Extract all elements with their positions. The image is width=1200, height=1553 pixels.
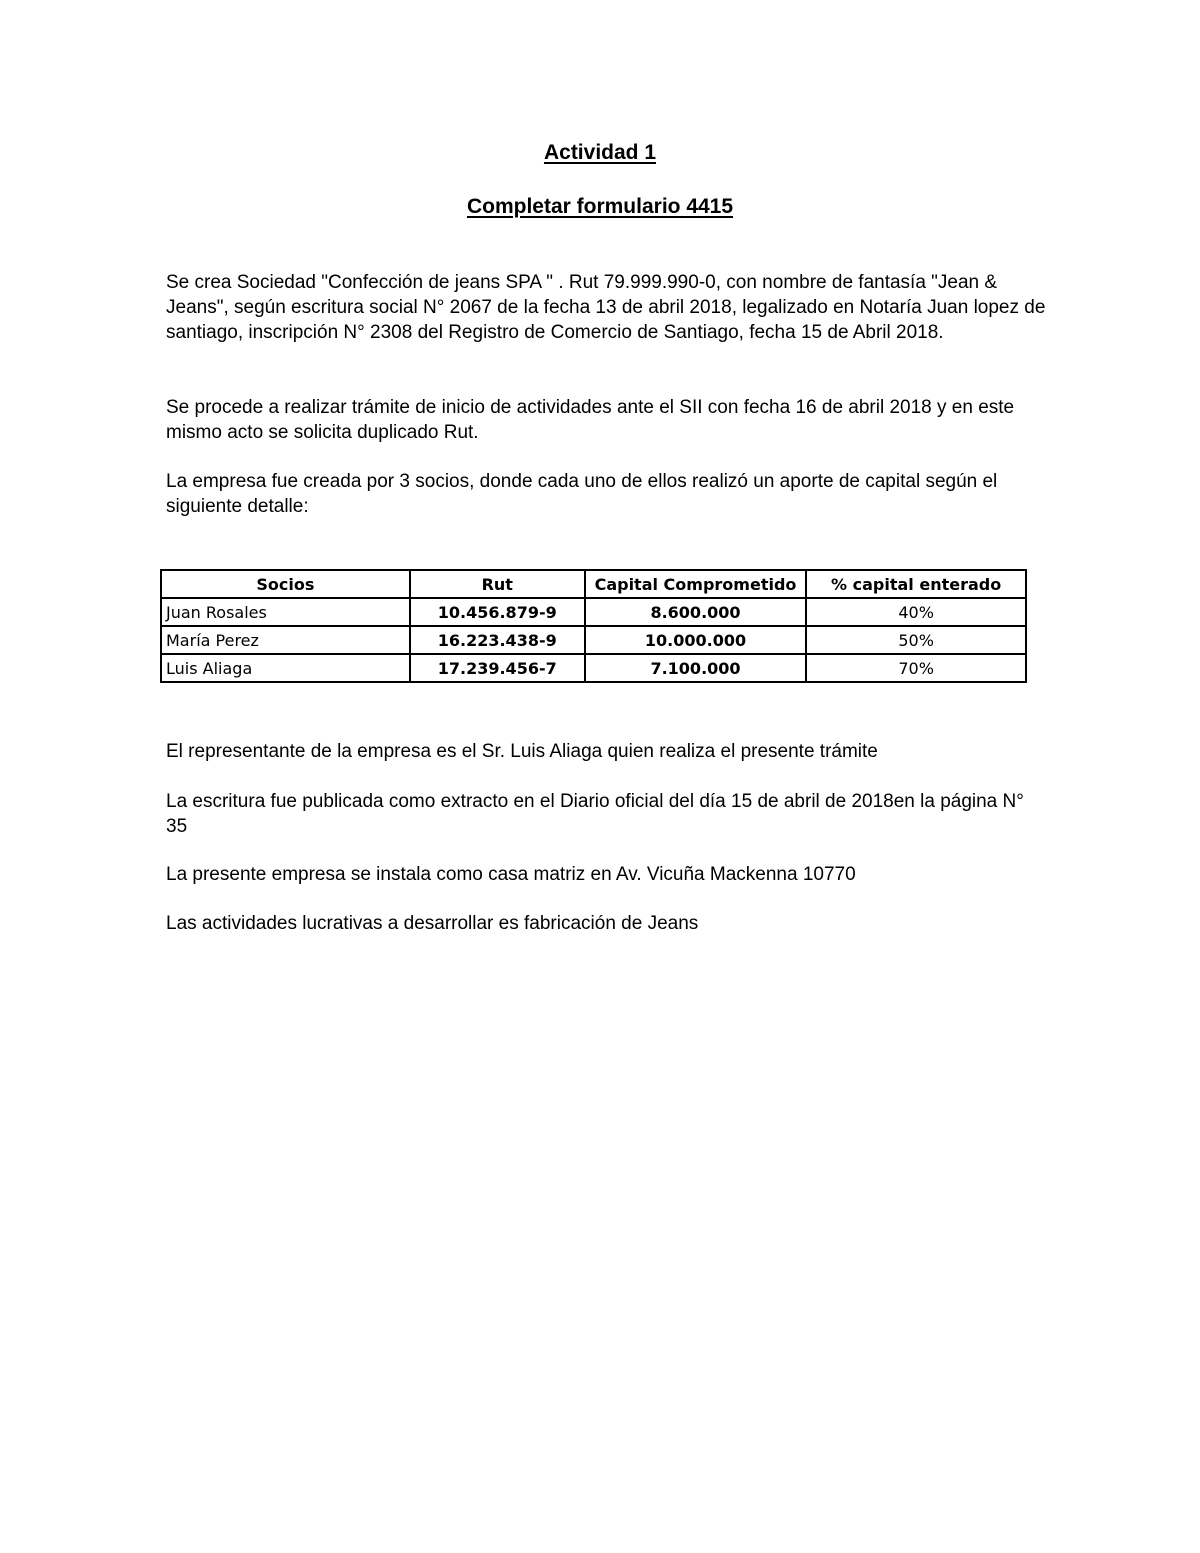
cell-pct: 70% bbox=[806, 654, 1026, 682]
paragraph-publication: La escritura fue publicada como extracto en el Diario oficial del día 15 de abril de 2018en la página N° 35 bbox=[166, 791, 1024, 837]
paragraph-partners-intro: La empresa fue creada por 3 socios, donde cada uno de ellos realizó un aporte de capital según el siguiente detalle: bbox=[166, 471, 998, 517]
cell-pct: 40% bbox=[806, 598, 1026, 626]
cell-pct: 50% bbox=[806, 626, 1026, 654]
cell-rut: 10.456.879-9 bbox=[410, 598, 585, 626]
partners-table bbox=[160, 569, 1027, 683]
header-rut: Rut bbox=[410, 570, 585, 598]
document-title: Actividad 1 bbox=[543, 141, 657, 164]
paragraph-representative: El representante de la empresa es el Sr. Luis Aliaga quien realiza el presente trámite bbox=[166, 741, 878, 762]
header-capital: Capital Comprometido bbox=[585, 570, 807, 598]
document-subtitle: Completar formulario 4415 bbox=[466, 195, 734, 218]
cell-name: María Perez bbox=[161, 626, 410, 654]
table-row bbox=[161, 654, 1026, 682]
table-row bbox=[161, 598, 1026, 626]
cell-capital: 8.600.000 bbox=[585, 598, 807, 626]
cell-name: Juan Rosales bbox=[161, 598, 410, 626]
paragraph-start-activities: Se procede a realizar trámite de inicio de actividades ante el SII con fecha 16 de abril 2018 y en este mismo acto se solicita duplicado Rut. bbox=[166, 397, 1015, 443]
table-row bbox=[161, 626, 1026, 654]
header-pct: % capital enterado bbox=[806, 570, 1026, 598]
table-header-row bbox=[161, 570, 1026, 598]
header-socios: Socios bbox=[161, 570, 410, 598]
cell-name: Luis Aliaga bbox=[161, 654, 410, 682]
cell-capital: 10.000.000 bbox=[585, 626, 807, 654]
paragraph-activities: Las actividades lucrativas a desarrollar es fabricación de Jeans bbox=[166, 913, 699, 934]
paragraph-company-creation: Se crea Sociedad "Confección de jeans SPA " . Rut 79.999.990-0, con nombre de fantasía "Jean & Jeans", según escritura social N° 2067 de la fecha 13 de abril 2018, legalizado en Notaría Juan lopez de santiago, inscripción N° 2308 del Registro de Comercio de Santiago, fecha 15 de Abril 2018. bbox=[166, 272, 1046, 343]
cell-rut: 17.239.456-7 bbox=[410, 654, 585, 682]
cell-capital: 7.100.000 bbox=[585, 654, 807, 682]
paragraph-headquarters: La presente empresa se instala como casa matriz en Av. Vicuña Mackenna 10770 bbox=[166, 864, 856, 885]
cell-rut: 16.223.438-9 bbox=[410, 626, 585, 654]
